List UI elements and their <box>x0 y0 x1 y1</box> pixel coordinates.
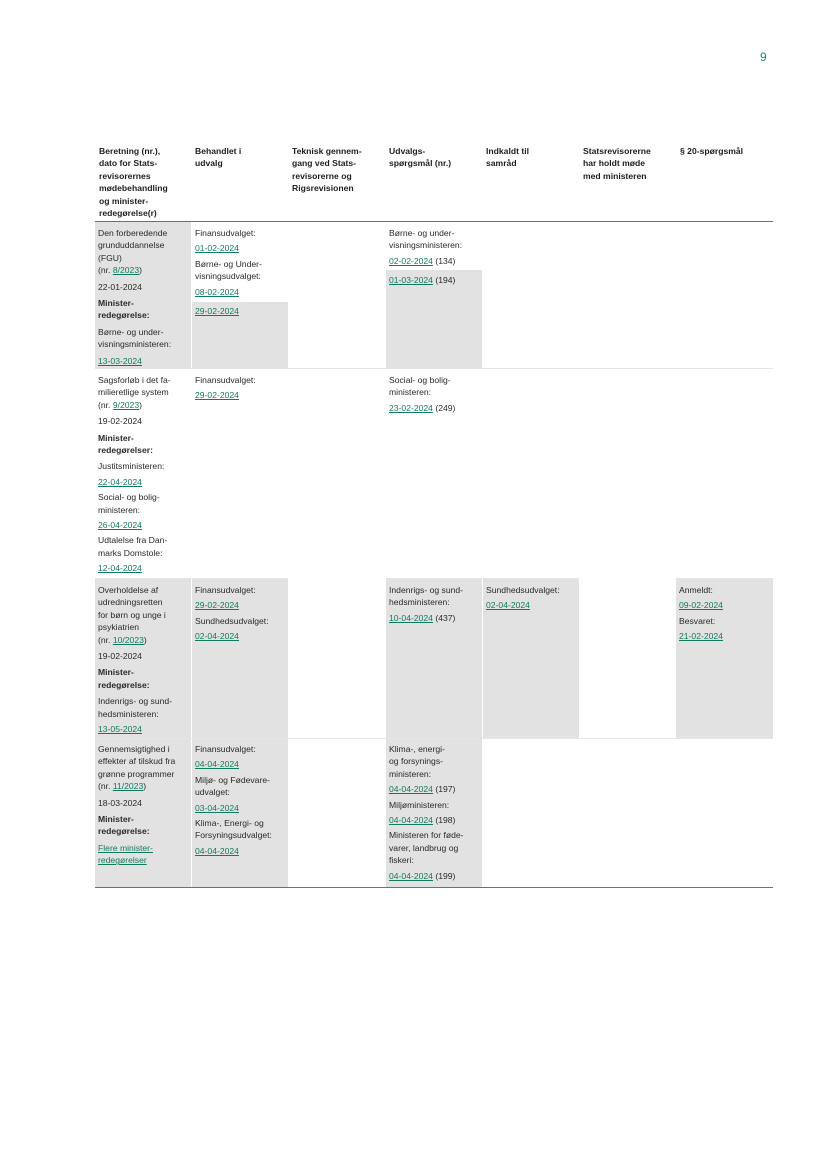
row-divider <box>95 368 773 369</box>
row1-spoergsmaal: Børne- og under- visningsministeren: 02-02-2024 (134) 01-03-2024 (194) <box>389 228 463 286</box>
beretning-link[interactable]: 11/2023 <box>112 781 144 792</box>
header-moede: Statsrevisorerne har holdt møde med ministeren <box>583 146 651 181</box>
redegoerelse-link[interactable]: 26-04-2024 <box>98 520 142 531</box>
question-number: (249) <box>432 402 456 413</box>
row2-beretning: Sagsforløb i det fa- milieretlige system (nr. 9/2023) 19-02-2024 Minister- redegørelser: Justitsministeren: 22-04-2024 Social- og bolig- ministeren: 26-04-2024 Udtalelse fra Dan- marks Domstole: 12-04-2024 <box>98 374 190 575</box>
row4-udvalg: Finansudvalget: 04-04-2024 Miljø- og Fødevare- udvalget: 03-04-2024 Klima-, Energi- og Forsyningsudvalget: 04-04-2024 <box>195 743 287 857</box>
date-link[interactable]: 29-02-2024 <box>195 306 239 317</box>
redegoerelse-link[interactable]: 22-04-2024 <box>98 476 142 487</box>
more-redegoerelser-link[interactable]: Flere minister- <box>98 842 153 853</box>
date-link[interactable]: 03-04-2024 <box>195 802 239 813</box>
question-number: (194) <box>432 275 456 286</box>
date-link[interactable]: 08-02-2024 <box>195 286 239 297</box>
beretning-link[interactable]: 9/2023 <box>112 399 140 410</box>
header-paragraf20: § 20-spørgsmål <box>680 146 744 156</box>
beretning-link[interactable]: 10/2023 <box>112 634 144 645</box>
header-behandlet: Behandlet i udvalg <box>195 146 242 169</box>
row3-paragraf20: Anmeldt: 09-02-2024 Besvaret: 21-02-2024 <box>679 584 771 643</box>
row3-udvalg: Finansudvalget: 29-02-2024 Sundhedsudvalget: 02-04-2024 <box>195 584 287 643</box>
date-link[interactable]: 09-02-2024 <box>679 600 723 611</box>
table-bottom-rule <box>95 887 773 888</box>
question-number: (197) <box>432 784 456 795</box>
header-udvalgsspoergsmaal: Udvalgs- spørgsmål (nr.) <box>389 146 452 169</box>
date-link[interactable]: 04-04-2024 <box>389 815 433 826</box>
meeting-date: 18-03-2024 <box>98 797 142 808</box>
row1-udvalg: Finansudvalget: 01-02-2024 Børne- og Under- visningsudvalget: 08-02-2024 29-02-2024 <box>195 227 287 317</box>
date-link[interactable]: 02-02-2024 <box>389 255 433 266</box>
date-link[interactable]: 02-04-2024 <box>195 631 239 642</box>
question-number: (198) <box>432 815 456 826</box>
date-link[interactable]: 29-02-2024 <box>195 600 239 611</box>
row2-spoergsmaal: Social- og bolig- ministeren: 23-02-2024 (249) <box>389 375 456 413</box>
question-number: (199) <box>432 870 456 881</box>
beretning-title: Den forberedende <box>98 228 168 238</box>
date-link[interactable]: 04-04-2024 <box>195 845 239 856</box>
beretning-link[interactable]: 8/2023 <box>112 265 140 276</box>
header-samraad: Indkaldt til samråd <box>486 146 529 169</box>
row3-samraad: Sundhedsudvalget: 02-04-2024 <box>486 584 578 612</box>
date-link[interactable]: 04-04-2024 <box>389 870 433 881</box>
header-teknisk: Teknisk gennem- gang ved Stats- revisorerne og Rigsrevisionen <box>292 146 362 194</box>
row3-spoergsmaal: Indenrigs- og sund- hedsministeren: 10-04-2024 (437) <box>389 585 464 623</box>
date-link[interactable]: 23-02-2024 <box>389 402 433 413</box>
date-link[interactable]: 01-03-2024 <box>389 275 433 286</box>
meeting-date: 19-02-2024 <box>98 651 142 662</box>
date-link[interactable]: 29-02-2024 <box>195 390 239 401</box>
question-number: (134) <box>432 255 456 266</box>
beretning-nr: (nr. 8/2023) <box>98 265 142 276</box>
meeting-date: 22-01-2024 <box>98 281 142 292</box>
date-link[interactable]: 10-04-2024 <box>389 612 433 623</box>
date-link[interactable]: 04-04-2024 <box>389 784 433 795</box>
more-redegoerelser-link[interactable]: redegørelser <box>98 855 147 866</box>
question-number: (437) <box>432 612 456 623</box>
date-link[interactable]: 04-04-2024 <box>195 759 239 770</box>
row4-beretning: Gennemsigtighed i effekter af tilskud fra grønne programmer (nr. 11/2023) 18-03-2024 Minister- redegørelse: Flere minister- redegørelser <box>98 743 190 867</box>
date-link[interactable]: 01-02-2024 <box>195 243 239 254</box>
redegoerelse-link[interactable]: 13-05-2024 <box>98 724 142 735</box>
redegoerelse-link[interactable]: 13-03-2024 <box>98 355 142 366</box>
date-link[interactable]: 02-04-2024 <box>486 600 530 611</box>
row1-beretning: Den forberedende grunduddannelse (FGU) (nr. 8/2023) 22-01-2024 Minister- redegørelse: Børne- og under- visningsministeren: 13-03-2024 <box>98 227 190 367</box>
page-number: 9 <box>760 50 767 64</box>
row3-beretning: Overholdelse af udredningsretten for børn og unge i psykiatrien (nr. 10/2023) 19-02-2024 Minister- redegørelse: Indenrigs- og sund- hedsministeren: 13-05-2024 <box>98 584 190 735</box>
redegoerelse-link[interactable]: 12-04-2024 <box>98 563 142 574</box>
row4-spoergsmaal: Klima-, energi- og forsynings- ministeren: 04-04-2024 (197) Miljøministeren: 04-04-2024 (198) Ministeren for føde- varer, landbrug og fiskeri: 04-04-2024 (199) <box>389 744 464 881</box>
meeting-date: 19-02-2024 <box>98 416 142 427</box>
row2-udvalg: Finansudvalget: 29-02-2024 <box>195 374 287 402</box>
header-beretning: Beretning (nr.), dato for Stats- revisorernes mødebehandling og minister- redegørelse(r) <box>99 146 168 219</box>
date-link[interactable]: 21-02-2024 <box>679 631 723 642</box>
header-rule <box>95 221 773 222</box>
redegoerelse-label: Minister- <box>98 298 134 309</box>
